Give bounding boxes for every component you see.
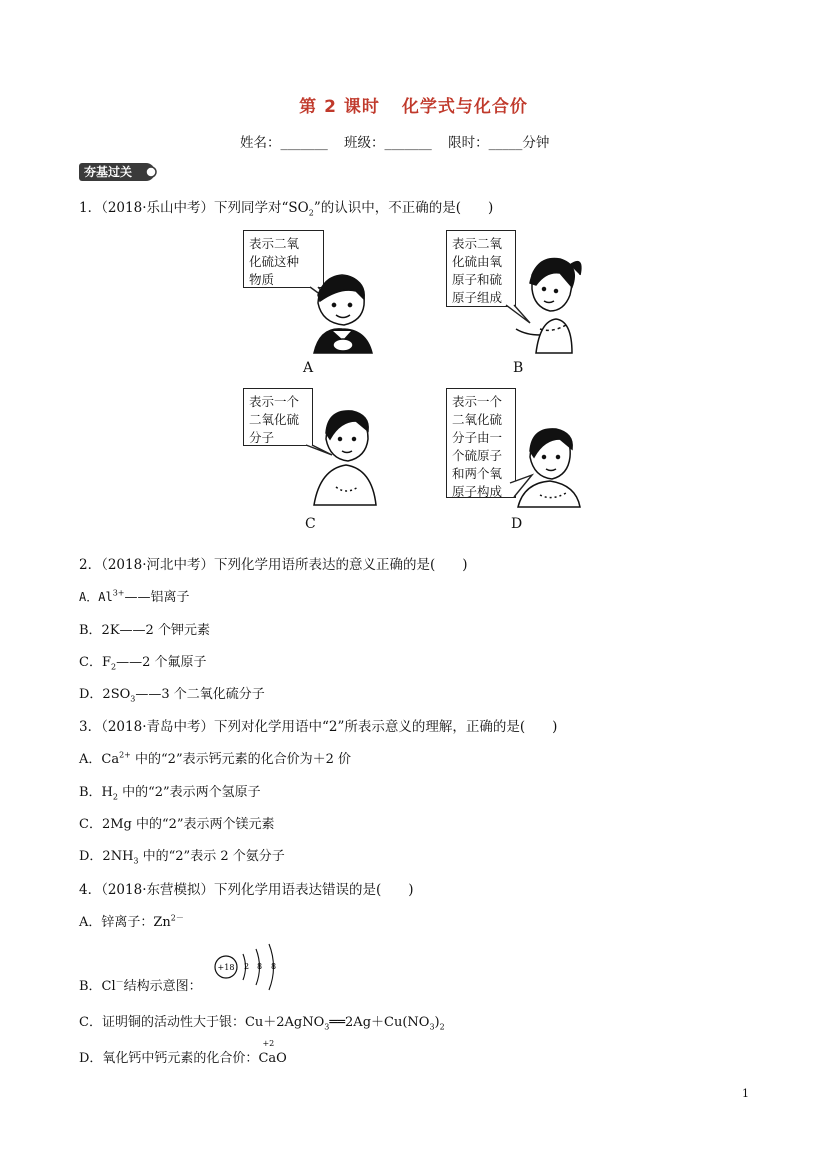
student-a-figure — [314, 275, 372, 353]
shell-1-electrons: 2 — [244, 962, 250, 971]
q3-option-c[interactable]: C．2Mg 中的“2”表示两个镁元素 — [79, 817, 275, 832]
q3-option-d[interactable]: D．$2NH_3$ 中的“2”表示 2 个氨分子 — [79, 849, 285, 866]
bubble-c: 表示一个 二氧化硫 分子 — [243, 388, 313, 446]
question-1-stem: 1．（2018·乐山中考）下列同学对“$SO_2$”的认识中，不正确的是( ) — [79, 200, 494, 218]
q2-option-d[interactable]: D．$2SO_3——3$ 个二氧化硫分子 — [79, 687, 265, 704]
name-field[interactable]: 姓名：_______ — [240, 135, 328, 151]
q4-option-d[interactable]: D．氧化钙中钙元素的化合价： +2 CaO — [79, 1039, 287, 1066]
shell-2-electrons: 8 — [257, 962, 263, 971]
time-field[interactable]: 限时：_____分钟 — [448, 135, 550, 151]
option-d-caption: D — [511, 516, 523, 532]
q2-option-a[interactable]: A．$Al^{3+}——$铝离子 — [79, 588, 190, 605]
student-figures — [240, 225, 600, 525]
student-info — [240, 131, 561, 151]
option-c-caption: C — [305, 516, 316, 532]
q4-option-b[interactable]: B．Cl－结构示意图： — [79, 977, 202, 994]
q2-option-b[interactable]: B．2K——2 个钾元素 — [79, 623, 210, 638]
lesson-number: 第 2 课时 — [299, 97, 380, 117]
chloride-ion-structure-diagram — [210, 942, 290, 992]
q3-option-b[interactable]: B．$H_2$ 中的“2”表示两个氢原子 — [79, 785, 261, 802]
page-number: 1 — [742, 1087, 749, 1100]
student-c-figure — [314, 411, 376, 505]
student-b-figure — [516, 259, 581, 354]
student-d-figure — [518, 429, 580, 507]
shell-3-electrons: 8 — [271, 962, 277, 971]
nucleus-charge: +18 — [217, 963, 235, 972]
lesson-topic: 化学式与化合价 — [401, 97, 528, 117]
section-badge-label: 夯基过关 — [84, 165, 133, 179]
question-4-stem: 4．（2018·东营模拟）下列化学用语表达错误的是( ) — [79, 882, 414, 898]
bubble-d: 表示一个 二氧化硫 分子由一 个硫原子 和两个氧 原子构成 — [446, 388, 516, 498]
q2-option-c[interactable]: C．$F_2——2$ 个氟原子 — [79, 655, 207, 672]
valence-mark: +2 — [262, 1039, 275, 1048]
bubble-a: 表示二氧 化硫这种 物质 — [243, 230, 324, 288]
page-title — [0, 92, 827, 117]
section-badge — [79, 163, 155, 181]
bubble-b: 表示二氧 化硫由氧 原子和硫 原子组成 — [446, 230, 516, 307]
q4-option-c[interactable]: C．证明铜的活动性大于银：$Cu+2AgNO_3══2Ag+Cu(NO_3)_2$ — [79, 1015, 445, 1032]
q3-option-a[interactable]: A．$Ca^{2+}$ 中的“2”表示钙元素的化合价为＋2 价 — [79, 750, 351, 767]
question-2-stem: 2．（2018·河北中考）下列化学用语所表达的意义正确的是( ) — [79, 557, 468, 573]
option-a-caption: A — [303, 360, 314, 376]
badge-circle-icon — [145, 166, 157, 178]
option-b-caption: B — [513, 360, 524, 376]
class-field[interactable]: 班级：_______ — [344, 135, 432, 151]
q4-option-a[interactable]: A．锌离子：$Zn^{2-}$ — [79, 913, 184, 930]
question-3-stem: 3．（2018·青岛中考）下列对化学用语中“2”所表示意义的理解，正确的是( ) — [79, 719, 558, 735]
calcium-oxide-formula: CaO — [258, 1051, 287, 1066]
